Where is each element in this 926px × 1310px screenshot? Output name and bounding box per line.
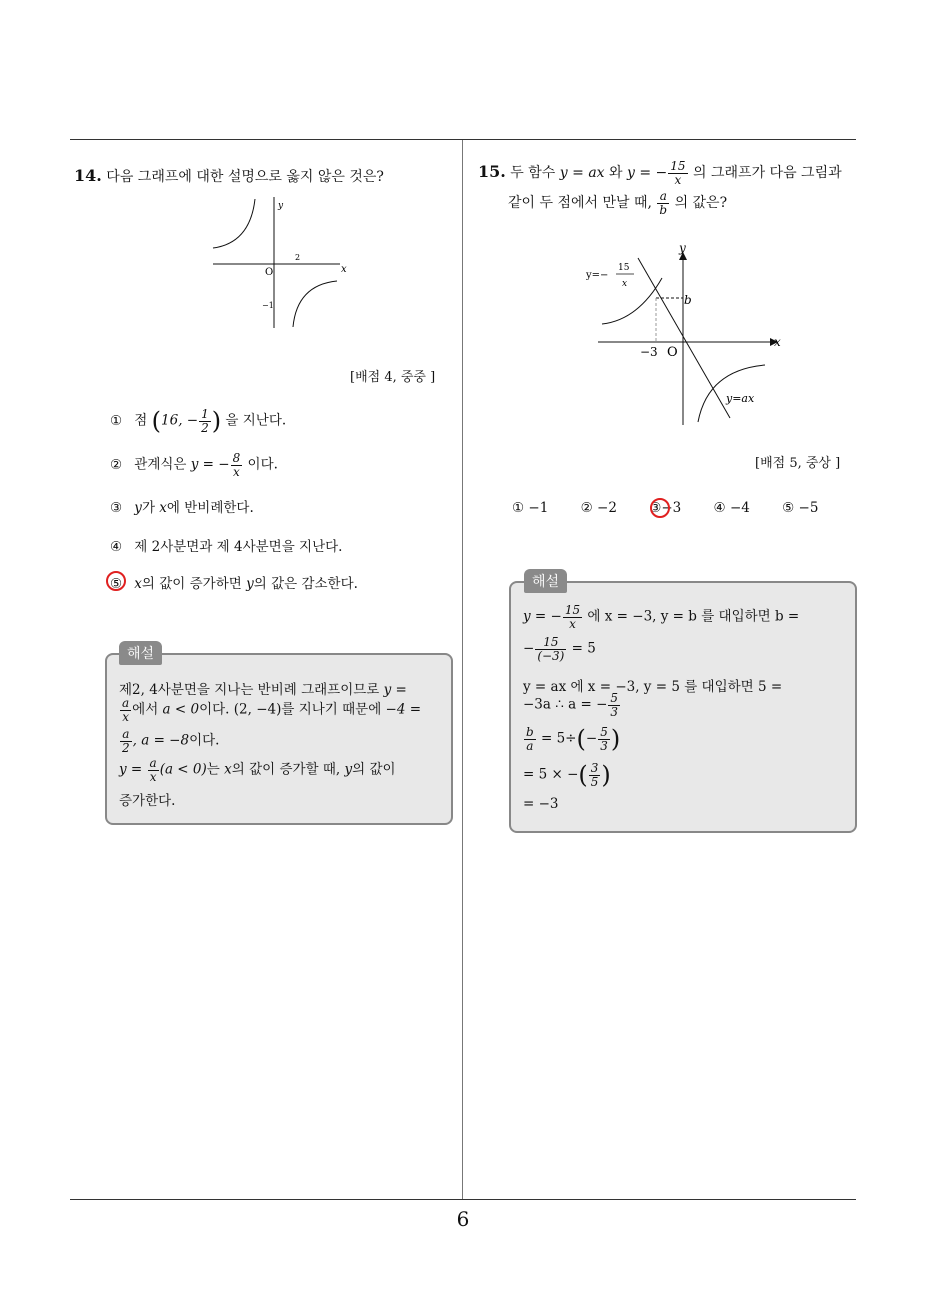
q15-solution-line7: = −3 (523, 796, 559, 812)
q14-x-label: x (341, 264, 347, 275)
q15-choice-3[interactable]: ③−3 (649, 500, 682, 516)
q15-y-label: y (679, 241, 686, 255)
q14-answer-circle (106, 571, 126, 591)
q15-title (478, 160, 842, 186)
q15-meta: [배점 5, 중상 ] (755, 456, 841, 471)
q14-option-2-text: 관계식은 (134, 456, 187, 473)
q14-meta: [배점 4, 중중 ] (350, 370, 436, 385)
q15-x-label: x (774, 335, 781, 349)
q15-choices (512, 500, 846, 516)
q15-eq1: y = ax (559, 165, 605, 182)
q15-text3: 의 그래프가 다음 그림과 (693, 165, 842, 182)
q15-frac: $\frac{15}{x}$ (670, 159, 686, 187)
q14-option-2-marker: ② (110, 456, 123, 473)
q14-solution-line4: y = $\frac{a}{x}$ (a < 0)는 x의 값이 증가할 때, y의 값이 (119, 756, 396, 784)
q14-option-1-frac: $\frac{1}{2}$ (201, 407, 209, 435)
q14-option-4-text: 제 2사분면과 제 4사분면을 지난다. (134, 539, 343, 555)
q14-solution-line2: $\frac{a}{x}$ 에서 a < 0이다. (2, −4)를 지나기 때문에 −4 = (122, 696, 422, 724)
q14-option-4-marker: ④ (110, 539, 123, 555)
q14-graph (205, 193, 350, 333)
q14-solution-tab: 해설 (119, 641, 162, 665)
q14-tick-x: 2 (295, 253, 301, 262)
q14-option-1-point: 16, − (161, 412, 199, 429)
q15-number: 15. (478, 162, 506, 182)
q15-solution-line1: y = − $\frac{15}{x}$ 에 x = −3, y = b 를 대입하면 b = (523, 603, 800, 631)
q15-text1: 두 함수 (510, 165, 556, 182)
q14-option-5-marker: ⑤ (110, 576, 123, 592)
q15-solution-line6: = 5 × −( $\frac{3}{5}$ ) (523, 761, 611, 790)
q14-option-1-text: 점 (134, 412, 148, 429)
q15-label-b: b (684, 293, 692, 307)
q15-answer-circle (650, 498, 670, 518)
q14-option-1-marker: ① (110, 412, 123, 429)
q14-option-5-var2: y (246, 576, 254, 592)
q14-option-3-mid: 가 (141, 500, 155, 516)
q14-option-5-mid: 의 값이 증가하면 (141, 576, 242, 592)
q15-solution-line3: y = ax 에 x = −3, y = 5 를 대입하면 5 = (523, 679, 783, 695)
q15-choice-1[interactable]: ① −1 (512, 500, 549, 516)
q14-option-3-marker: ③ (110, 500, 123, 516)
q15-choice-4[interactable]: ④ −4 (713, 500, 750, 516)
q14-title (74, 166, 384, 186)
top-rule (70, 139, 856, 140)
q15-solution-line5: $\frac{b}{a}$ = 5÷(− $\frac{5}{3}$ ) (526, 725, 621, 754)
q15-solution-line2: − $\frac{15}{(-3)}$ = 5 (523, 635, 596, 663)
q15-curve-frac-n: 15 (618, 263, 630, 273)
q15-solution-tab: 해설 (524, 569, 567, 593)
q14-origin: O (265, 267, 274, 278)
q15-text2: 와 (609, 165, 623, 182)
q14-option-2-eq: y = − (190, 456, 230, 473)
q14-solution-line1: 제2, 4사분면을 지나는 반비례 그래프이므로 y = (119, 682, 407, 698)
column-divider (462, 140, 463, 1200)
q14-solution-line5: 증가한다. (119, 793, 176, 809)
q15-line-label: y=ax (726, 392, 755, 405)
q14-option-4[interactable] (110, 535, 342, 555)
q14-solution-line3: $\frac{a}{2}$ , a = −8이다. (122, 727, 220, 755)
q14-option-1-tail: 을 지난다. (225, 412, 287, 429)
q15-choice-5[interactable]: ⑤ −5 (782, 500, 819, 516)
q15-curve-frac-d: x (622, 279, 628, 289)
q15-origin: O (667, 345, 678, 360)
q14-option-1[interactable]: ① 점 (16, − $\frac{1}{2}$ ) 을 지난다. (110, 407, 287, 436)
q14-y-label: y (278, 201, 284, 211)
q14-option-2-frac: $\frac{8}{x}$ (232, 451, 241, 479)
q14-option-3-var2: x (159, 500, 167, 516)
q14-question: 다음 그래프에 대한 설명으로 옳지 않은 것은? (106, 169, 384, 185)
q14-option-2-tail: 이다. (247, 456, 278, 473)
q15-eq2: y = − (627, 165, 668, 182)
q14-option-3-var1: y (134, 500, 142, 516)
q15-graph (580, 240, 790, 430)
q14-option-3-tail: 에 반비례한다. (166, 500, 254, 516)
q15-choice-2[interactable]: ② −2 (580, 500, 617, 516)
q14-option-3[interactable] (110, 496, 254, 516)
q15-title-line2: 같이 두 점에서 만날 때, $\frac{a}{b}$ 의 값은? (508, 189, 728, 217)
q14-option-5[interactable] (110, 572, 358, 592)
q14-option-5-var1: x (134, 576, 142, 592)
bottom-rule (70, 1199, 856, 1200)
q14-tick-y: −1 (262, 301, 274, 310)
q14-number: 14. (74, 166, 102, 185)
q15-label-neg3: −3 (640, 345, 658, 359)
q15-curve-label: y=− (586, 270, 609, 281)
q14-option-2[interactable] (110, 452, 278, 478)
q14-option-5-tail: 의 값은 감소한다. (253, 576, 358, 592)
page-number: 6 (456, 1207, 470, 1231)
q15-solution-line4: −3a ∴ a = − $\frac{5}{3}$ (523, 691, 619, 719)
